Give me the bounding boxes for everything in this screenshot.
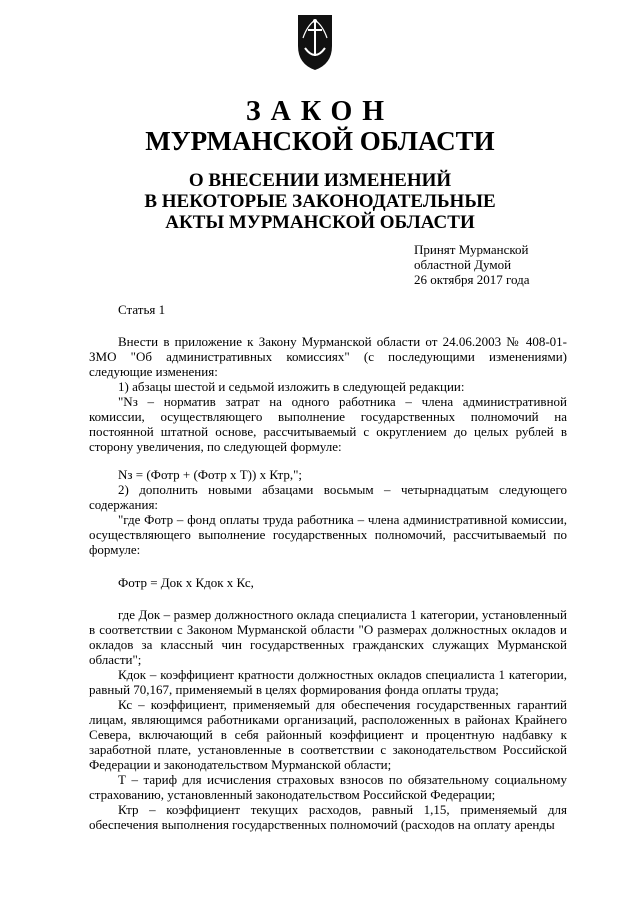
formula: Фотр = Док х Кдок х Кс, <box>118 575 254 590</box>
law-subtitle <box>0 170 640 233</box>
subtitle-line: В НЕКОТОРЫЕ ЗАКОНОДАТЕЛЬНЫЕ <box>144 191 496 212</box>
paragraph: 2) дополнить новыми абзацами восьмым – четырнадцатым следующего содержания: <box>89 482 567 512</box>
paragraph: Ктр – коэффициент текущих расходов, равный 1,15, применяемый для обеспечения выполнения государственных полномочий (расходов на оплату аренды <box>89 802 567 832</box>
paragraph: Кс – коэффициент, применяемый для обеспечения государственных гарантий лицам, являющимся работниками организаций, расположенных в районах Крайнего Севера, включающий в себя районный коэффициент и процентную надбавку к заработной плате, установленные в соответствии с законодательством Российской Федерации и законодательством Мурманской области; <box>89 697 567 772</box>
document-body <box>89 334 567 832</box>
paragraph: Т – тариф для исчисления страховых взносов по обязательному социальному страхованию, установленный законодательством Российской Федерации; <box>89 772 567 802</box>
paragraph: Кдок – коэффициент кратности должностных окладов специалиста 1 категории, равный 70,167, применяемый в целях формирования фонда оплаты труда; <box>89 667 567 697</box>
article-heading: Статья 1 <box>118 302 166 317</box>
paragraph: Внести в приложение к Закону Мурманской области от 24.06.2003 № 408-01-ЗМО "Об административных комиссиях" (с последующими изменениями) следующие изменения: <box>89 334 567 379</box>
coat-of-arms-emblem <box>295 12 335 72</box>
adoption-note <box>414 242 530 287</box>
subtitle-line: О ВНЕСЕНИИ ИЗМЕНЕНИЙ <box>188 170 452 191</box>
law-title: ЗАКОН <box>245 96 395 127</box>
region-title: МУРМАНСКОЙ ОБЛАСТИ <box>145 126 495 156</box>
subtitle-line: АКТЫ МУРМАНСКОЙ ОБЛАСТИ <box>165 212 475 233</box>
paragraph: 1) абзацы шестой и седьмой изложить в следующей редакции: <box>118 379 465 394</box>
adoption-line: областной Думой <box>414 257 512 272</box>
adoption-line: Принят Мурманской <box>414 242 529 257</box>
paragraph: "Nз – норматив затрат на одного работника – члена административной комиссии, осуществляющего выполнение государственных полномочий на постоянной штатной основе, рассчитываемый с округлением до целых рублей в сторону увеличения, по следующей формуле: <box>89 394 567 454</box>
paragraph: где Док – размер должностного оклада специалиста 1 категории, установленный в соответствии с Законом Мурманской области "О размерах должностных окладов и окладов за классный чин государственных гражданских служащих Мурманской области"; <box>89 607 567 667</box>
formula: Nз = (Фотр + (Фотр х Т)) х Ктр,"; <box>118 467 303 482</box>
paragraph: "где Фотр – фонд оплаты труда работника – члена административной комиссии, осуществляющего выполнение государственных полномочий, рассчитываемый по формуле: <box>89 512 567 557</box>
adoption-date: 26 октября 2017 года <box>414 272 530 287</box>
